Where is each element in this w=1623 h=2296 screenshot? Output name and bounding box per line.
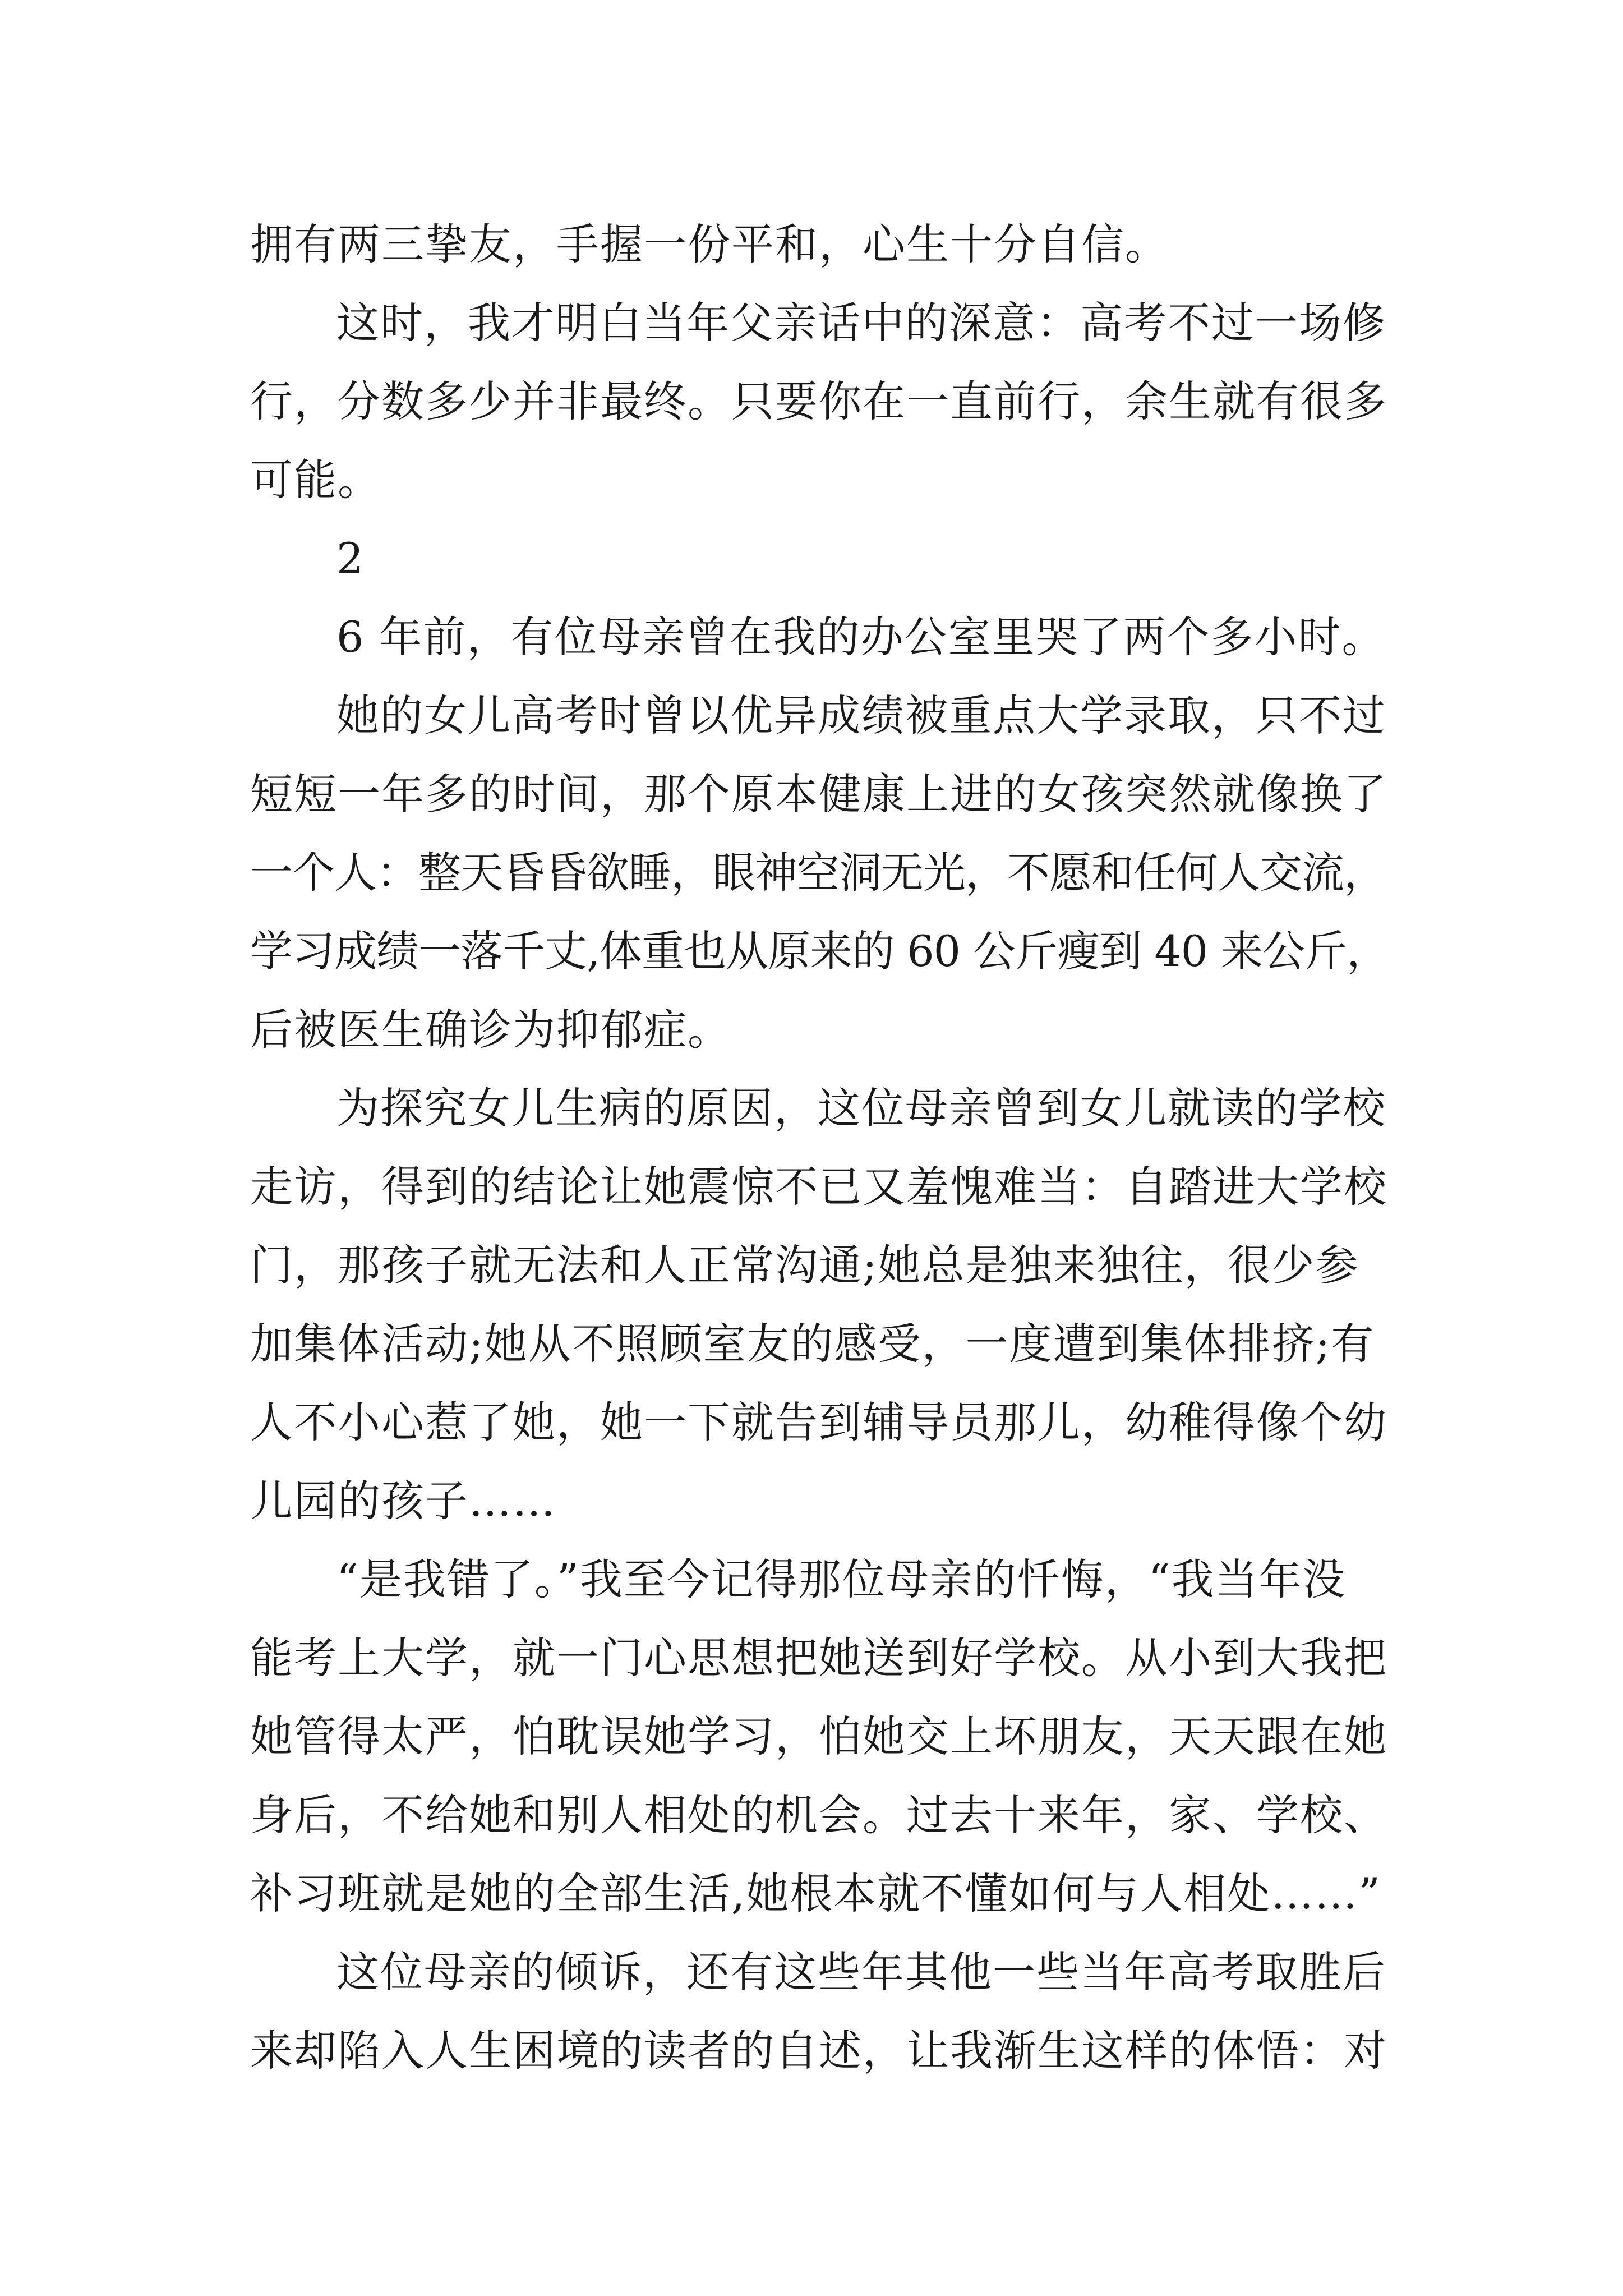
text-line: 行，分数多少并非最终。只要你在一直前行，余生就有很多 [250, 376, 1387, 426]
paragraph-first-line: 为探究女儿生病的原因，这位母亲曾到女儿就读的学校 [336, 1083, 1386, 1133]
section-number: 2 [336, 533, 365, 583]
text-line: 人不小心惹了她，她一下就告到辅导员那儿，幼稚得像个幼 [250, 1397, 1387, 1447]
paragraph-first-line: 这位母亲的倾诉，还有这些年其他一些当年高考取胜后 [336, 1947, 1386, 1997]
paragraph-first-line: 6 年前，有位母亲曾在我的办公室里哭了两个多小时。 [336, 612, 1386, 662]
text-line: 后被医生确诊为抑郁症。 [250, 1005, 731, 1055]
text-line: 她管得太严，怕耽误她学习，怕她交上坏朋友，天天跟在她 [250, 1711, 1387, 1761]
text-line: 一个人：整天昏昏欲睡，眼神空洞无光，不愿和任何人交流， [250, 848, 1386, 898]
text-line: 门，那孩子就无法和人正常沟通;她总是独来独往，很少参 [250, 1240, 1359, 1290]
paragraph-first-line: 她的女儿高考时曾以优异成绩被重点大学录取，只不过 [336, 691, 1386, 740]
text-line: 能考上大学，就一门心思想把她送到好学校。从小到大我把 [250, 1633, 1387, 1683]
text-line: 可能。 [250, 455, 381, 505]
paragraph-first-line: “是我错了。”我至今记得那位母亲的忏悔，“我当年没 [336, 1554, 1347, 1604]
text-line: 短短一年多的时间，那个原本健康上进的女孩突然就像换了 [250, 769, 1387, 819]
text-line: 加集体活动;她从不照顾室友的感受，一度遭到集体排挤;有 [250, 1319, 1375, 1369]
text-line: 走访，得到的结论让她震惊不已又羞愧难当：自踏进大学校 [250, 1162, 1387, 1212]
text-line: 身后，不给她和别人相处的机会。过去十来年，家、学校、 [250, 1790, 1387, 1840]
text-line: 来却陷入人生困境的读者的自述，让我渐生这样的体悟：对 [250, 2026, 1387, 2076]
text-line: 儿园的孩子…… [250, 1476, 556, 1526]
text-line: 学习成绩一落千丈,体重也从原来的 60 公斤瘦到 40 来公斤， [250, 926, 1389, 976]
text-line: 补习班就是她的全部生活,她根本就不懂如何与人相处……” [250, 1869, 1382, 1918]
paragraph-first-line: 这时，我才明白当年父亲话中的深意：高考不过一场修 [336, 298, 1386, 348]
text-line: 拥有两三挚友，手握一份平和，心生十分自信。 [250, 219, 1169, 269]
